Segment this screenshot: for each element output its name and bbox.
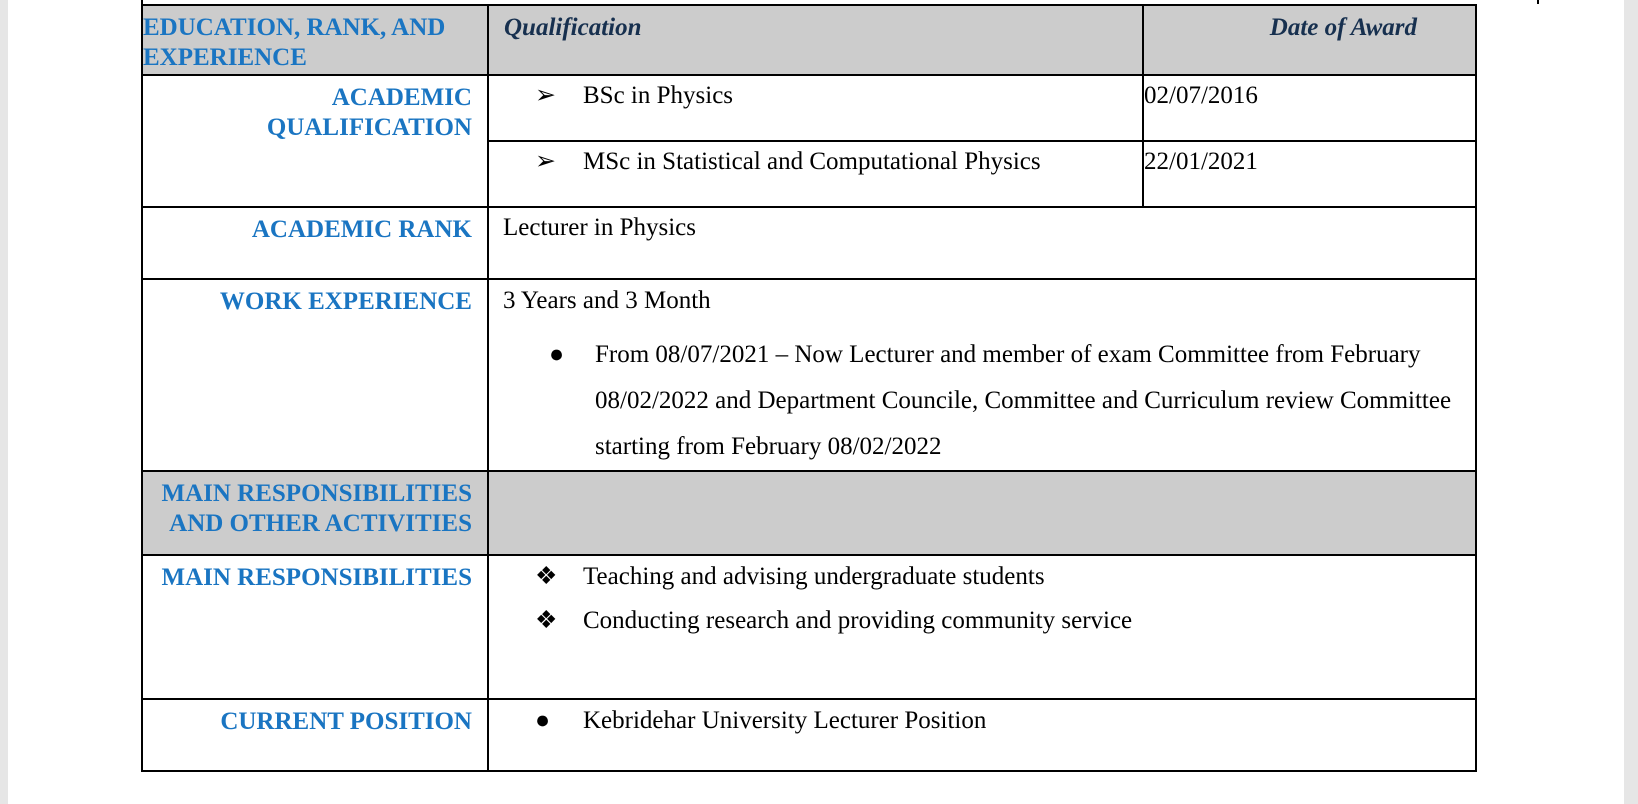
date-column-header: Date of Award — [1143, 5, 1476, 75]
responsibilities-header-blank — [488, 471, 1476, 555]
list-item — [535, 562, 1465, 592]
award-date: 22/01/2021 — [1143, 141, 1476, 207]
work-experience-text: From 08/07/2021 – Now Lecturer and member of exam Committee from February 08/02/2022 and Department Councile, Committee and Curriculum review Committee starting from February 08/02/2022 — [595, 341, 1452, 460]
academic-rank-row — [142, 207, 1476, 279]
qualification-column-header: Qualification — [488, 5, 1143, 75]
main-responsibilities-label: MAIN RESPONSIBILITIES — [142, 555, 488, 699]
four-diamond-bullet-icon: ❖ — [535, 563, 558, 590]
responsibilities-header-label: MAIN RESPONSIBILITIES AND OTHER ACTIVITIES — [142, 471, 488, 555]
qualification-cell — [488, 75, 1143, 141]
list-item — [535, 81, 1132, 111]
bullet-dot-icon: ● — [535, 707, 551, 734]
responsibility-text: Teaching and advising undergraduate students — [583, 563, 1045, 590]
list-item — [535, 706, 1465, 736]
qualification-row — [142, 75, 1476, 141]
arrowhead-bullet-icon: ➢ — [535, 82, 556, 109]
work-experience-cell — [488, 279, 1476, 471]
responsibility-text: Conducting research and providing community service — [583, 607, 1133, 634]
current-position-label: CURRENT POSITION — [142, 699, 488, 771]
section-header-row — [142, 5, 1476, 75]
qualification-name: MSc in Statistical and Computational Physics — [583, 148, 1041, 175]
main-responsibilities-row — [142, 555, 1476, 699]
list-item — [503, 332, 1455, 470]
current-position-row — [142, 699, 1476, 771]
four-diamond-bullet-icon: ❖ — [535, 607, 558, 634]
work-experience-label: WORK EXPERIENCE — [142, 279, 488, 471]
work-duration: 3 Years and 3 Month — [503, 287, 711, 314]
academic-rank-label: ACADEMIC RANK — [142, 207, 488, 279]
list-item — [535, 147, 1132, 177]
main-responsibilities-cell — [488, 555, 1476, 699]
responsibilities-header-row — [142, 471, 1476, 555]
arrowhead-bullet-icon: ➢ — [535, 148, 556, 175]
award-date: 02/07/2016 — [1143, 75, 1476, 141]
list-item — [535, 606, 1465, 636]
section-header-label: EDUCATION, RANK, AND EXPERIENCE — [142, 5, 488, 75]
cv-table — [141, 4, 1477, 772]
current-position-cell — [488, 699, 1476, 771]
academic-rank-value: Lecturer in Physics — [488, 207, 1476, 279]
academic-qualification-label: ACADEMIC QUALIFICATION — [142, 75, 488, 207]
qualification-cell — [488, 141, 1143, 207]
bullet-dot-icon: ● — [549, 341, 565, 368]
current-position-text: Kebridehar University Lecturer Position — [583, 707, 987, 734]
work-experience-row — [142, 279, 1476, 471]
qualification-name: BSc in Physics — [583, 82, 734, 109]
document-page — [8, 0, 1624, 804]
